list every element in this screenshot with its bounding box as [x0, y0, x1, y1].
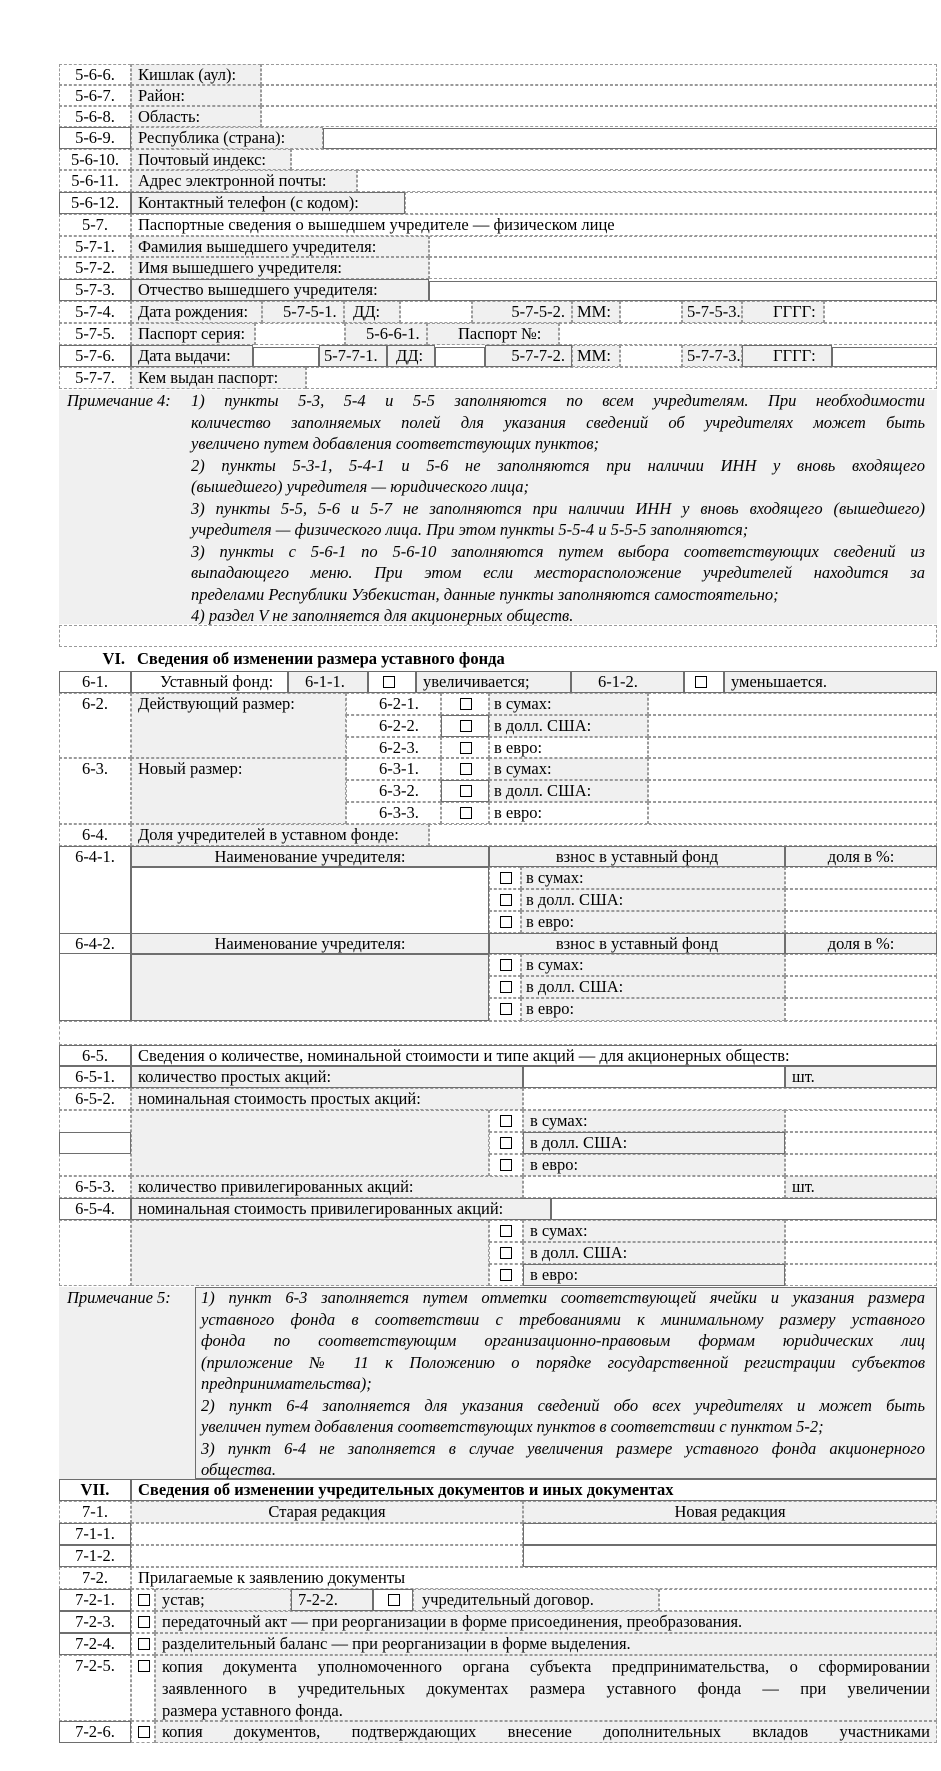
option-label: уменьшается. — [724, 671, 937, 693]
share-input[interactable] — [785, 998, 937, 1021]
item-number: 5-7. — [59, 214, 131, 236]
day-label: ДД: — [344, 301, 400, 323]
year-label: ГГГГ: — [742, 301, 824, 323]
birth-day-input[interactable] — [400, 301, 472, 323]
checkbox-cell — [489, 1220, 523, 1242]
postal-code-input[interactable] — [291, 149, 937, 170]
doc-line: заявленного в учредительных документах размера уставного фонда — при увеличении — [162, 1679, 930, 1698]
share-input[interactable] — [785, 976, 937, 998]
item-number: 6-4-2. — [59, 933, 131, 1021]
field-label: Паспорт серия: — [131, 323, 255, 345]
issue-input[interactable] — [253, 347, 319, 367]
checkbox-cell — [489, 1110, 523, 1132]
field-label: Новый размер: — [131, 758, 346, 824]
blank-cell — [131, 1220, 489, 1286]
current-sum-input[interactable] — [648, 693, 937, 715]
item-number: 5-6-10. — [59, 149, 131, 170]
field-label: Имя вышедшего учредителя: — [131, 257, 429, 279]
item-number: 6-5-2. — [59, 1088, 131, 1110]
checkbox-cell — [489, 1132, 523, 1154]
field-label: Кишлак (аул): — [131, 64, 261, 85]
usd-checkbox[interactable] — [500, 981, 512, 993]
blank-cell — [59, 1220, 131, 1286]
item-number: 7-1-2. — [59, 1545, 131, 1567]
field-label: количество привилегированных акций: — [131, 1176, 523, 1198]
ordinary-shares-input[interactable] — [523, 1066, 785, 1088]
field-label: номинальная стоимость привилегированных акций: — [131, 1198, 551, 1220]
eur-checkbox[interactable] — [500, 916, 512, 928]
note-line: увеличен путем добавления соответствующих пунктов в соответствии с пунктом 5-2; — [201, 1417, 824, 1436]
note-5 — [59, 1287, 937, 1479]
surname-input[interactable] — [429, 236, 937, 257]
additional-contributions-checkbox[interactable] — [138, 1726, 150, 1738]
code-label: 6-2-3. — [346, 737, 441, 758]
charter-checkbox[interactable] — [138, 1594, 150, 1606]
option-label: в долл. США: — [489, 715, 648, 737]
founder-name-input[interactable] — [131, 954, 489, 1021]
checkbox-cell — [489, 911, 521, 933]
item-number: 6-5-1. — [59, 1066, 131, 1088]
item-number: 5-7-7. — [59, 367, 131, 389]
code-label: 6-2-1. — [346, 693, 441, 715]
note-line: (приложение № 11 к Положению о порядке государственной регистрации субъектов — [201, 1352, 925, 1372]
note-line: 1) пункты 5-3, 5-4 и 5-5 заполняются по всем учредителям. При необходимости — [191, 391, 925, 410]
item-number: 7-1. — [59, 1501, 131, 1523]
field-label: Область: — [131, 106, 261, 127]
field-label: Республика (страна): — [131, 127, 323, 149]
unit-label: шт. — [785, 1176, 937, 1198]
item-number: 7-2-5. — [59, 1655, 131, 1721]
doc-label: копия документов, подтверждающих внесение дополнительных вкладов участниками — [155, 1721, 937, 1743]
option-label: в сумах: — [521, 954, 785, 976]
item-number: 5-7-5. — [59, 323, 131, 345]
eur-checkbox[interactable] — [500, 1003, 512, 1015]
item-number: 6-4-1. — [59, 846, 131, 954]
item-number: 5-6-9. — [59, 127, 131, 149]
subsection-title: Сведения о количестве, номинальной стоимости и типе акций — для акционерных обществ: — [131, 1045, 937, 1066]
option-label: в сумах: — [489, 693, 648, 715]
checkbox-cell — [131, 1589, 155, 1611]
option-label: в евро: — [523, 1264, 785, 1286]
note-line: учредителя — физического лица. При этом пункты 5-5-4 и 5-5-5 заполняются; — [191, 520, 749, 539]
code-label: 6-3-2. — [346, 780, 441, 802]
item-number: 7-2-1. — [59, 1589, 131, 1611]
note-label: Примечание 4: — [67, 391, 171, 410]
doc-line: размера уставного фонда. — [162, 1701, 343, 1720]
blank-cell — [523, 1088, 937, 1110]
option-label: в долл. США: — [521, 889, 785, 911]
new-text-input[interactable] — [523, 1545, 937, 1567]
contribution-label: взнос в уставный фонд — [489, 933, 785, 954]
founder-name-label: Наименование учредителя: — [131, 846, 489, 867]
code-label: 6-3-3. — [346, 802, 441, 824]
current-usd-input[interactable] — [648, 715, 937, 737]
option-label: в долл. США: — [523, 1242, 785, 1264]
checkbox-cell — [441, 715, 489, 737]
note-line: уставного фонда в соответствии с требованиями к минимальному размеру уставного — [201, 1309, 925, 1329]
issue-day-input[interactable] — [435, 347, 485, 367]
blank-cell — [429, 824, 937, 846]
option-label: в долл. США: — [521, 976, 785, 998]
new-eur-input[interactable] — [648, 802, 937, 824]
birth-month-input[interactable] — [620, 301, 682, 323]
item-number: 5-7-6. — [59, 345, 131, 367]
item-number: 7-2. — [59, 1567, 131, 1589]
checkbox-cell — [441, 802, 489, 824]
checkbox-cell — [489, 1264, 523, 1286]
note-line: 3) пункт 6-4 не заполняется в случае увеличения размере уставного фонда акционерного — [201, 1438, 925, 1458]
item-number: 5-6-12. — [59, 192, 131, 214]
item-number: 5-6-7. — [59, 85, 131, 106]
item-number: 6-4. — [59, 824, 131, 846]
old-version-header: Старая редакция — [131, 1501, 523, 1523]
note-line: 3) пункты 5-5, 5-6 и 5-7 не заполняются при наличии ИНН у вновь входящего (вышедшего) — [191, 498, 925, 518]
item-number: 6-5. — [59, 1045, 131, 1066]
code-label: 6-1-1. — [288, 671, 368, 693]
note-text — [197, 1287, 929, 1481]
field-label: Кем выдан паспорт: — [131, 367, 306, 389]
note-line: увеличено путем добавления соответствующих пунктов; — [191, 434, 600, 453]
transfer-act-checkbox[interactable] — [138, 1616, 150, 1628]
value-input[interactable] — [785, 1110, 937, 1132]
decrease-cell — [684, 671, 724, 693]
increase-cell — [368, 671, 416, 693]
doc-label: устав; — [155, 1589, 291, 1611]
checkbox-cell — [441, 737, 489, 758]
issue-year-input[interactable] — [832, 347, 937, 367]
code-label: 7-2-2. — [291, 1589, 373, 1611]
decrease-checkbox[interactable] — [695, 676, 707, 688]
unit-label: шт. — [785, 1066, 937, 1088]
option-label: в долл. США: — [489, 780, 648, 802]
code-label: 5-7-5-1. — [262, 301, 344, 323]
value-input[interactable] — [785, 1132, 937, 1154]
value-input[interactable] — [785, 1220, 937, 1242]
item-number: 5-6-11. — [59, 170, 131, 192]
checkbox-cell — [489, 998, 521, 1021]
day-label: ДД: — [387, 345, 435, 367]
blank-cell — [131, 1110, 489, 1176]
share-label: доля в %: — [785, 933, 937, 954]
option-label: в сумах: — [523, 1110, 785, 1132]
doc-line: копия документа уполномоченного органа субъекта предпринимательства, о сформировании — [162, 1657, 930, 1676]
option-label: в евро: — [521, 998, 785, 1021]
note-line: 1) пункт 6-3 заполняется путем отметки соответствующей ячейки и указания размера — [201, 1288, 925, 1307]
item-number: 5-7-3. — [59, 279, 131, 301]
note-line: предпринимательства); — [201, 1374, 372, 1393]
option-label: в сумах: — [521, 867, 785, 889]
code-label: 5-6-6-1. — [345, 323, 427, 345]
field-label: Отчество вышедшего учредителя: — [131, 279, 429, 301]
note-line: 2) пункты 5-3-1, 5-4-1 и 5-6 не заполняются при наличии ИНН у вновь входящего — [191, 455, 925, 475]
spacer-row — [59, 1021, 937, 1045]
share-label: доля в %: — [785, 846, 937, 867]
village-input[interactable] — [261, 64, 937, 85]
phone-input[interactable] — [405, 192, 937, 214]
new-sum-checkbox[interactable] — [460, 763, 472, 775]
current-usd-checkbox[interactable] — [460, 720, 472, 732]
month-label: ММ: — [572, 301, 620, 323]
item-number: 5-6-6. — [59, 64, 131, 85]
patronymic-input[interactable] — [429, 281, 937, 301]
blank-cell — [551, 1198, 937, 1220]
option-label: в сумах: — [489, 758, 648, 780]
old-text-input[interactable] — [131, 1545, 523, 1567]
code-label: 5-7-5-2. — [472, 301, 572, 323]
option-label: в евро: — [489, 802, 648, 824]
note-line: пределами Республики Узбекистан, данные пункты заполняются самостоятельно; — [191, 584, 779, 604]
note-4 — [59, 390, 937, 624]
subsection-title: Паспортные сведения о вышедшем учредителе — физическом лице — [131, 214, 937, 236]
new-eur-checkbox[interactable] — [460, 807, 472, 819]
share-input[interactable] — [785, 954, 937, 976]
section-title: Сведения об изменении учредительных документов и иных документах — [131, 1479, 937, 1501]
section-number: VI. — [102, 649, 125, 668]
option-label: в сумах: — [523, 1220, 785, 1242]
field-label: Адрес электронной почты: — [131, 170, 357, 192]
new-text-input[interactable] — [523, 1523, 937, 1545]
item-number: 6-5-3. — [59, 1176, 131, 1198]
first-name-input[interactable] — [429, 257, 937, 279]
item-number: 7-2-4. — [59, 1633, 131, 1655]
share-input[interactable] — [785, 911, 937, 933]
checkbox-cell — [131, 1611, 155, 1633]
section-number: VII. — [59, 1479, 131, 1501]
item-number: 6-2. — [59, 693, 131, 758]
eur-checkbox[interactable] — [500, 1269, 512, 1281]
blank-cell — [659, 1589, 937, 1611]
founding-agreement-checkbox[interactable] — [388, 1594, 400, 1606]
item-number: 7-1-1. — [59, 1523, 131, 1545]
note-line: (вышедшего) учредителя — юридического лица; — [191, 477, 530, 496]
note-line: количество заполняемых полей для указания сведений об учредителях может быть — [191, 412, 925, 432]
field-label: Уставный фонд: — [131, 671, 288, 693]
new-usd-checkbox[interactable] — [460, 785, 472, 797]
checkbox-cell — [489, 1154, 523, 1176]
founder-name-label: Наименование учредителя: — [131, 933, 489, 954]
year-label: ГГГГ: — [742, 345, 832, 367]
new-version-header: Новая редакция — [523, 1501, 937, 1523]
current-sum-checkbox[interactable] — [460, 698, 472, 710]
field-label: количество простых акций: — [131, 1066, 523, 1088]
checkbox-cell — [131, 1721, 155, 1743]
checkbox-cell — [441, 758, 489, 780]
checkbox-cell — [441, 693, 489, 715]
item-number: 5-7-4. — [59, 301, 131, 323]
item-number: 5-6-8. — [59, 106, 131, 127]
share-input[interactable] — [785, 889, 937, 911]
field-label: Почтовый индекс: — [131, 149, 291, 170]
subsection-title: Прилагаемые к заявлению документы — [131, 1567, 937, 1589]
code-label: 5-7-5-3. — [682, 301, 742, 323]
item-number: 5-7-2. — [59, 257, 131, 279]
spacer-row — [59, 625, 937, 647]
country-input[interactable] — [323, 128, 937, 149]
birth-year-input[interactable] — [824, 301, 937, 323]
item-number: 7-2-6. — [59, 1721, 131, 1743]
checkbox-cell — [489, 976, 521, 998]
option-label: в евро: — [489, 737, 648, 758]
checkbox-cell — [489, 867, 521, 889]
usd-checkbox[interactable] — [500, 1137, 512, 1149]
option-label: в евро: — [521, 911, 785, 933]
field-label: Фамилия вышедшего учредителя: — [131, 236, 429, 257]
section-title: Сведения об изменении размера уставного фонда — [137, 649, 505, 668]
sum-checkbox[interactable] — [500, 959, 512, 971]
option-label: увеличивается; — [416, 671, 571, 693]
code-label: 5-7-7-1. — [319, 345, 387, 367]
share-input[interactable] — [785, 867, 937, 889]
checkbox-cell — [373, 1589, 413, 1611]
note-line: 4) раздел V не заполняется для акционерных обществ. — [191, 606, 574, 625]
issued-by-input[interactable] — [306, 367, 937, 389]
field-label: Дата рождения: — [131, 301, 262, 323]
contribution-label: взнос в уставный фонд — [489, 846, 785, 867]
sum-checkbox[interactable] — [500, 872, 512, 884]
new-usd-input[interactable] — [648, 780, 937, 802]
usd-checkbox[interactable] — [500, 894, 512, 906]
passport-series-input[interactable] — [255, 323, 345, 345]
doc-label: разделительный баланс — при реорганизации в форме выделения. — [155, 1633, 937, 1655]
note-line: 3) пункты с 5-6-1 по 5-6-10 заполняются путем выбора соответствующих сведений из — [191, 541, 925, 561]
code-label: 6-1-2. — [571, 671, 684, 693]
field-label: Действующий размер: — [131, 693, 346, 758]
value-input[interactable] — [785, 1154, 937, 1176]
item-number: 6-3. — [59, 758, 131, 824]
increase-checkbox[interactable] — [383, 676, 395, 688]
district-input[interactable] — [261, 85, 937, 106]
month-label: ММ: — [572, 345, 620, 367]
email-input[interactable] — [357, 170, 937, 192]
sum-checkbox[interactable] — [500, 1115, 512, 1127]
field-label: номинальная стоимость простых акций: — [131, 1088, 523, 1110]
sum-checkbox[interactable] — [500, 1225, 512, 1237]
note-label: Примечание 5: — [67, 1288, 171, 1307]
usd-checkbox[interactable] — [500, 1247, 512, 1259]
authorized-body-copy-checkbox[interactable] — [138, 1660, 150, 1672]
code-label: 6-2-2. — [346, 715, 441, 737]
value-input[interactable] — [785, 1264, 937, 1286]
checkbox-cell — [131, 1655, 155, 1721]
checkbox-cell — [489, 954, 521, 976]
preferred-shares-input[interactable] — [523, 1176, 785, 1198]
current-eur-checkbox[interactable] — [460, 742, 472, 754]
passport-number-input[interactable] — [559, 323, 937, 345]
note-line: фонда по соответствующим организационно-правовым формам юридических лиц — [201, 1331, 925, 1350]
field-label: Район: — [131, 85, 261, 106]
note-text — [187, 390, 929, 627]
checkbox-cell — [489, 1242, 523, 1264]
field-label: Контактный телефон (с кодом): — [131, 192, 405, 214]
current-eur-input[interactable] — [648, 737, 937, 758]
value-input[interactable] — [785, 1242, 937, 1264]
code-label: 5-7-7-2. — [485, 345, 572, 367]
option-label: в евро: — [523, 1154, 785, 1176]
field-label: Доля учредителей в уставном фонде: — [131, 824, 429, 846]
eur-checkbox[interactable] — [500, 1159, 512, 1171]
item-number: 6-5-4. — [59, 1198, 131, 1220]
new-sum-input[interactable] — [648, 758, 937, 780]
blank-cell — [59, 1132, 131, 1154]
code-label: 5-7-7-3. — [682, 345, 742, 367]
note-line: общества. — [201, 1460, 276, 1479]
checkbox-cell — [441, 780, 489, 802]
doc-label: передаточный акт — при реорганизации в форме присоединения, преобразования. — [155, 1611, 937, 1633]
note-line: выпадающего меню. При этом если месторасположение учредителей находится за — [191, 563, 925, 582]
item-number: 6-1. — [59, 671, 131, 693]
region-input[interactable] — [261, 106, 937, 127]
checkbox-cell — [131, 1633, 155, 1655]
field-label: Дата выдачи: — [131, 345, 253, 367]
code-label: 6-3-1. — [346, 758, 441, 780]
item-number: 5-7-1. — [59, 236, 131, 257]
doc-label — [155, 1655, 937, 1721]
doc-label: учредительный договор. — [413, 1589, 659, 1611]
separation-balance-checkbox[interactable] — [138, 1638, 150, 1650]
note-line: 2) пункт 6-4 заполняется для указания сведений обо всех учредителях и может быть — [201, 1395, 925, 1415]
issue-month-input[interactable] — [620, 345, 682, 367]
item-number: 7-2-3. — [59, 1611, 131, 1633]
option-label: в долл. США: — [523, 1132, 785, 1154]
field-label: Паспорт №: — [427, 323, 559, 345]
old-text-input[interactable] — [131, 1523, 523, 1545]
checkbox-cell — [489, 889, 521, 911]
